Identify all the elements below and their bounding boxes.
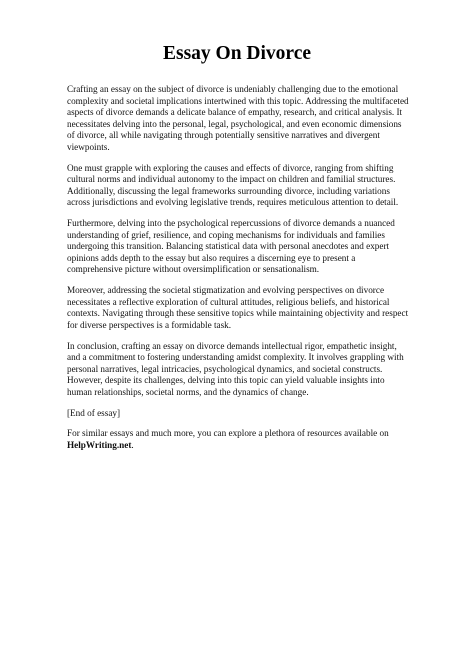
end-of-essay-marker: [End of essay]: [67, 407, 121, 418]
paragraph-psychological: Furthermore, delving into the psychological repercussions of divorce demands a nuanced understanding of grief, resilience, and coping mechanisms for individuals and families undergoing this transition. Balancing statistical data with personal anecdotes and expert opinions adds depth to the essay but also requires a discerning eye to present a comprehensive picture without oversimplification or sensationalism.: [67, 218, 395, 274]
helpwriting-link[interactable]: HelpWriting.net: [67, 439, 132, 450]
essay-body: [67, 84, 410, 461]
closing-note: [67, 428, 410, 451]
paragraph-intro: Crafting an essay on the subject of divorce is undeniably challenging due to the emotional complexity and societal implications intertwined with this topic. Addressing the multifaceted aspects of divorce demands a delicate balance of empathy, research, and critical analysis. It necessitates delving into the personal, legal, psychological, and even economic dimensions of divorce, all while navigating through potentially sensitive narratives and divergent viewpoints.: [67, 84, 409, 152]
paragraph-conclusion: In conclusion, crafting an essay on divorce demands intellectual rigor, empathetic insight, and a commitment to fostering understanding amidst complexity. It involves grappling with personal narratives, legal intricacies, psychological dynamics, and societal constructs. However, despite its challenges, delving into this topic can yield valuable insights into human relationships, societal norms, and the dynamics of change.: [67, 340, 404, 397]
paragraph-causes-effects: One must grapple with exploring the causes and effects of divorce, ranging from shifting cultural norms and individual autonomy to the impact on children and familial structures. Additionally, discussing the legal frameworks surrounding divorce, including variations across jurisdictions and evolving legislative trends, requires meticulous attention to detail.: [67, 162, 399, 207]
closing-period: .: [131, 439, 134, 450]
page-title: Essay On Divorce: [162, 43, 312, 64]
closing-note-text: For similar essays and much more, you can explore a plethora of resources available on: [67, 428, 389, 438]
paragraph-societal: Moreover, addressing the societal stigmatization and evolving perspectives on divorce necessitates a reflective exploration of cultural attitudes, religious beliefs, and historical contexts. Navigating through these sensitive topics while maintaining objectivity and respect for diverse perspectives is a formidable task.: [67, 285, 409, 330]
